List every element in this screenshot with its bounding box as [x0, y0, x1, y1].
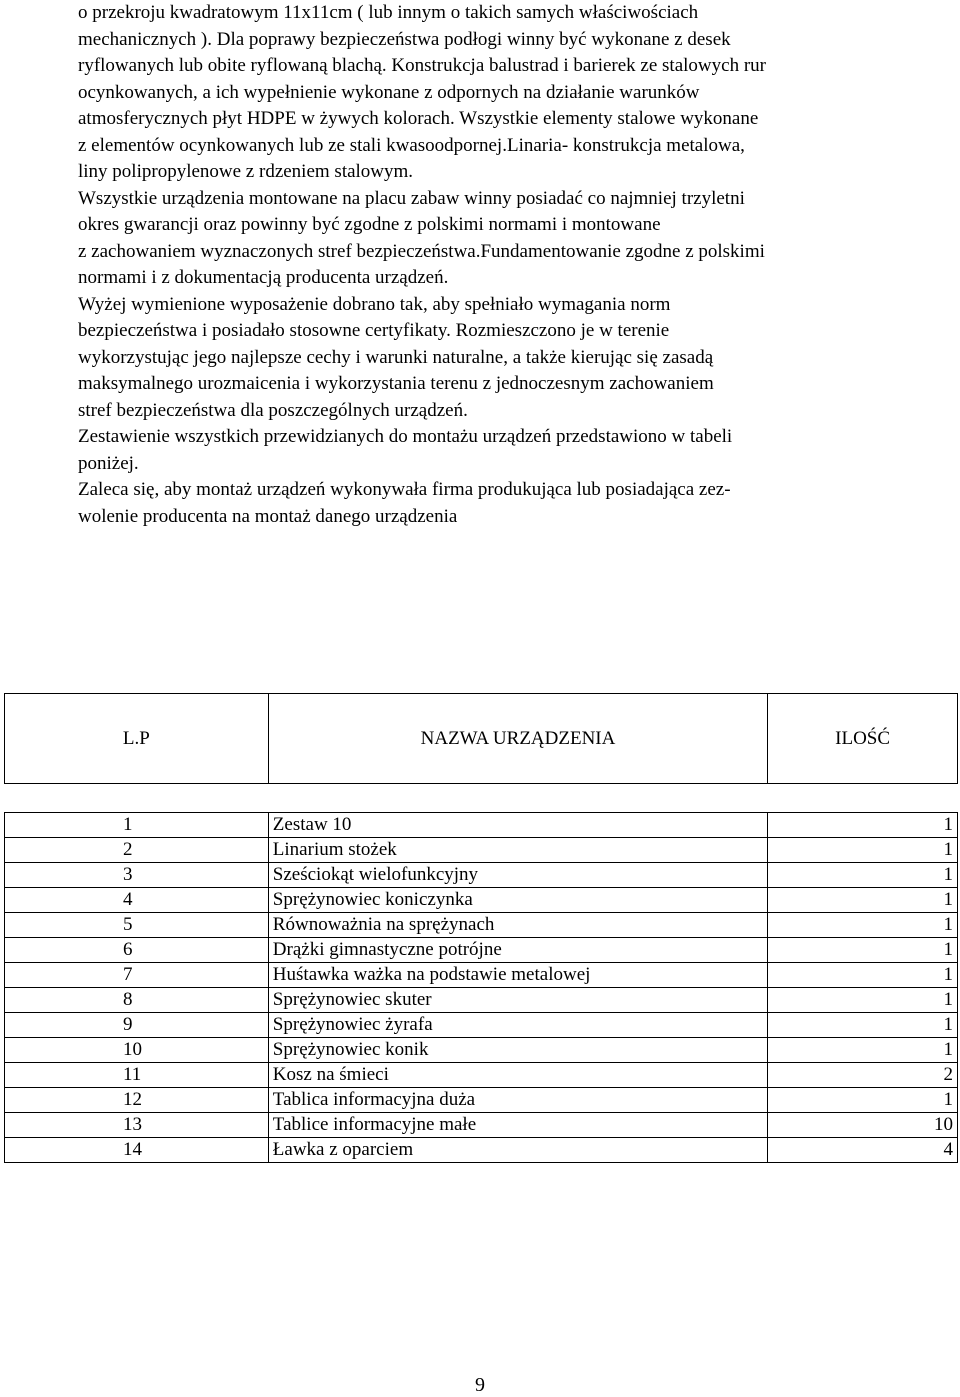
cell-lp: 5 [5, 913, 269, 938]
cell-lp: 7 [5, 963, 269, 988]
cell-lp: 12 [5, 1088, 269, 1113]
cell-qty: 1 [768, 838, 958, 863]
body-text-line: bezpieczeństwa i posiadało stosowne certyfikaty. Rozmieszczono je w terenie [78, 320, 670, 341]
cell-name: Ławka z oparciem [268, 1138, 767, 1163]
cell-qty: 4 [768, 1138, 958, 1163]
body-text-line: Wyżej wymienione wyposażenie dobrano tak, aby spełniało wymagania norm [78, 293, 671, 315]
cell-lp: 9 [5, 1013, 269, 1038]
body-text-line: z zachowaniem wyznaczonych stref bezpieczeństwa.Fundamentowanie zgodne z polskimi [78, 240, 765, 262]
body-text-line: wykorzystując jego najlepsze cechy i warunki naturalne, a także kierując się zasadą [78, 346, 714, 368]
body-text-line: Zestawienie wszystkich przewidzianych do montażu urządzeń przedstawiono w tabeli [78, 426, 733, 447]
body-text-line: liny polipropylenowe z rdzeniem stalowym. [78, 161, 414, 182]
body-text [78, 0, 938, 530]
table-row [5, 1038, 958, 1063]
cell-name: Sprężynowiec żyrafa [268, 1013, 767, 1038]
cell-qty: 1 [768, 938, 958, 963]
cell-qty: 1 [768, 1038, 958, 1063]
body-text-line: ocynkowanych, a ich wypełnienie wykonane z odpornych na działanie warunków [78, 81, 700, 103]
table-spacer-row [5, 784, 958, 813]
cell-name: Sprężynowiec skuter [268, 988, 767, 1013]
table-row [5, 1063, 958, 1088]
table-row [5, 938, 958, 963]
cell-lp: 4 [5, 888, 269, 913]
table-row [5, 913, 958, 938]
cell-name: Sześciokąt wielofunkcyjny [268, 863, 767, 888]
cell-name: Linarium stożek [268, 838, 767, 863]
header-name: NAZWA URZĄDZENIA [268, 694, 767, 784]
body-text-line: stref bezpieczeństwa dla poszczególnych urządzeń. [78, 399, 468, 421]
cell-qty: 1 [768, 888, 958, 913]
cell-lp: 3 [5, 863, 269, 888]
table-row [5, 813, 958, 838]
cell-name: Tablica informacyjna duża [268, 1088, 767, 1113]
body-text-line: mechanicznych ). Dla poprawy bezpieczeństwa podłogi winny być wykonane z desek [78, 28, 731, 50]
cell-lp: 13 [5, 1113, 269, 1138]
cell-name: Sprężynowiec koniczynka [268, 888, 767, 913]
body-text-line: Wszystkie urządzenia montowane na placu zabaw winny posiadać co najmniej trzyletni [78, 187, 745, 209]
cell-qty: 1 [768, 863, 958, 888]
table-row [5, 1088, 958, 1113]
cell-lp: 6 [5, 938, 269, 963]
cell-name: Sprężynowiec konik [268, 1038, 767, 1063]
page-number: 9 [475, 1374, 485, 1396]
cell-qty: 1 [768, 813, 958, 838]
table-row [5, 963, 958, 988]
cell-name: Równoważnia na sprężynach [268, 913, 767, 938]
cell-qty: 1 [768, 963, 958, 988]
cell-name: Zestaw 10 [268, 813, 767, 838]
cell-qty: 1 [768, 1088, 958, 1113]
table-row [5, 838, 958, 863]
cell-qty: 1 [768, 913, 958, 938]
table-row [5, 988, 958, 1013]
cell-name: Huśtawka ważka na podstawie metalowej [268, 963, 767, 988]
body-text-line: o przekroju kwadratowym 11x11cm ( lub innym o takich samych właściwościach [78, 2, 699, 23]
body-text-line: maksymalnego urozmaicenia i wykorzystania terenu z jednoczesnym zachowaniem [78, 373, 714, 394]
body-text-line: z elementów ocynkowanych lub ze stali kwasoodpornej.Linaria- konstrukcja metalowa, [78, 134, 745, 156]
body-text-line: Zaleca się, aby montaż urządzeń wykonywała firma produkująca lub posiadająca zez- [78, 479, 731, 500]
cell-qty: 2 [768, 1063, 958, 1088]
table-row [5, 888, 958, 913]
body-text-line: okres gwarancji oraz powinny być zgodne z polskimi normami i montowane [78, 214, 661, 235]
cell-name: Kosz na śmieci [268, 1063, 767, 1088]
header-lp: L.P [5, 694, 269, 784]
cell-name: Drążki gimnastyczne potrójne [268, 938, 767, 963]
table-row [5, 1013, 958, 1038]
cell-lp: 8 [5, 988, 269, 1013]
body-text-line: atmosferycznych płyt HDPE w żywych kolorach. Wszystkie elementy stalowe wykonane [78, 108, 759, 129]
cell-lp: 14 [5, 1138, 269, 1163]
cell-qty: 1 [768, 1013, 958, 1038]
cell-qty: 10 [768, 1113, 958, 1138]
cell-lp: 2 [5, 838, 269, 863]
body-text-line: wolenie producenta na montaż danego urządzenia [78, 505, 458, 527]
body-text-line: normami i z dokumentacją producenta urządzeń. [78, 267, 449, 288]
body-text-line: poniżej. [78, 452, 139, 474]
table-row [5, 863, 958, 888]
cell-name: Tablice informacyjne małe [268, 1113, 767, 1138]
cell-lp: 11 [5, 1063, 269, 1088]
table-header-row [5, 694, 958, 784]
body-text-line: ryflowanych lub obite ryflowaną blachą. Konstrukcja balustrad i barierek ze stalowych rur [78, 55, 766, 76]
cell-lp: 1 [5, 813, 269, 838]
equipment-table [4, 693, 958, 1163]
header-qty: ILOŚĆ [768, 694, 958, 784]
cell-lp: 10 [5, 1038, 269, 1063]
table-row [5, 1138, 958, 1163]
table-row [5, 1113, 958, 1138]
cell-qty: 1 [768, 988, 958, 1013]
